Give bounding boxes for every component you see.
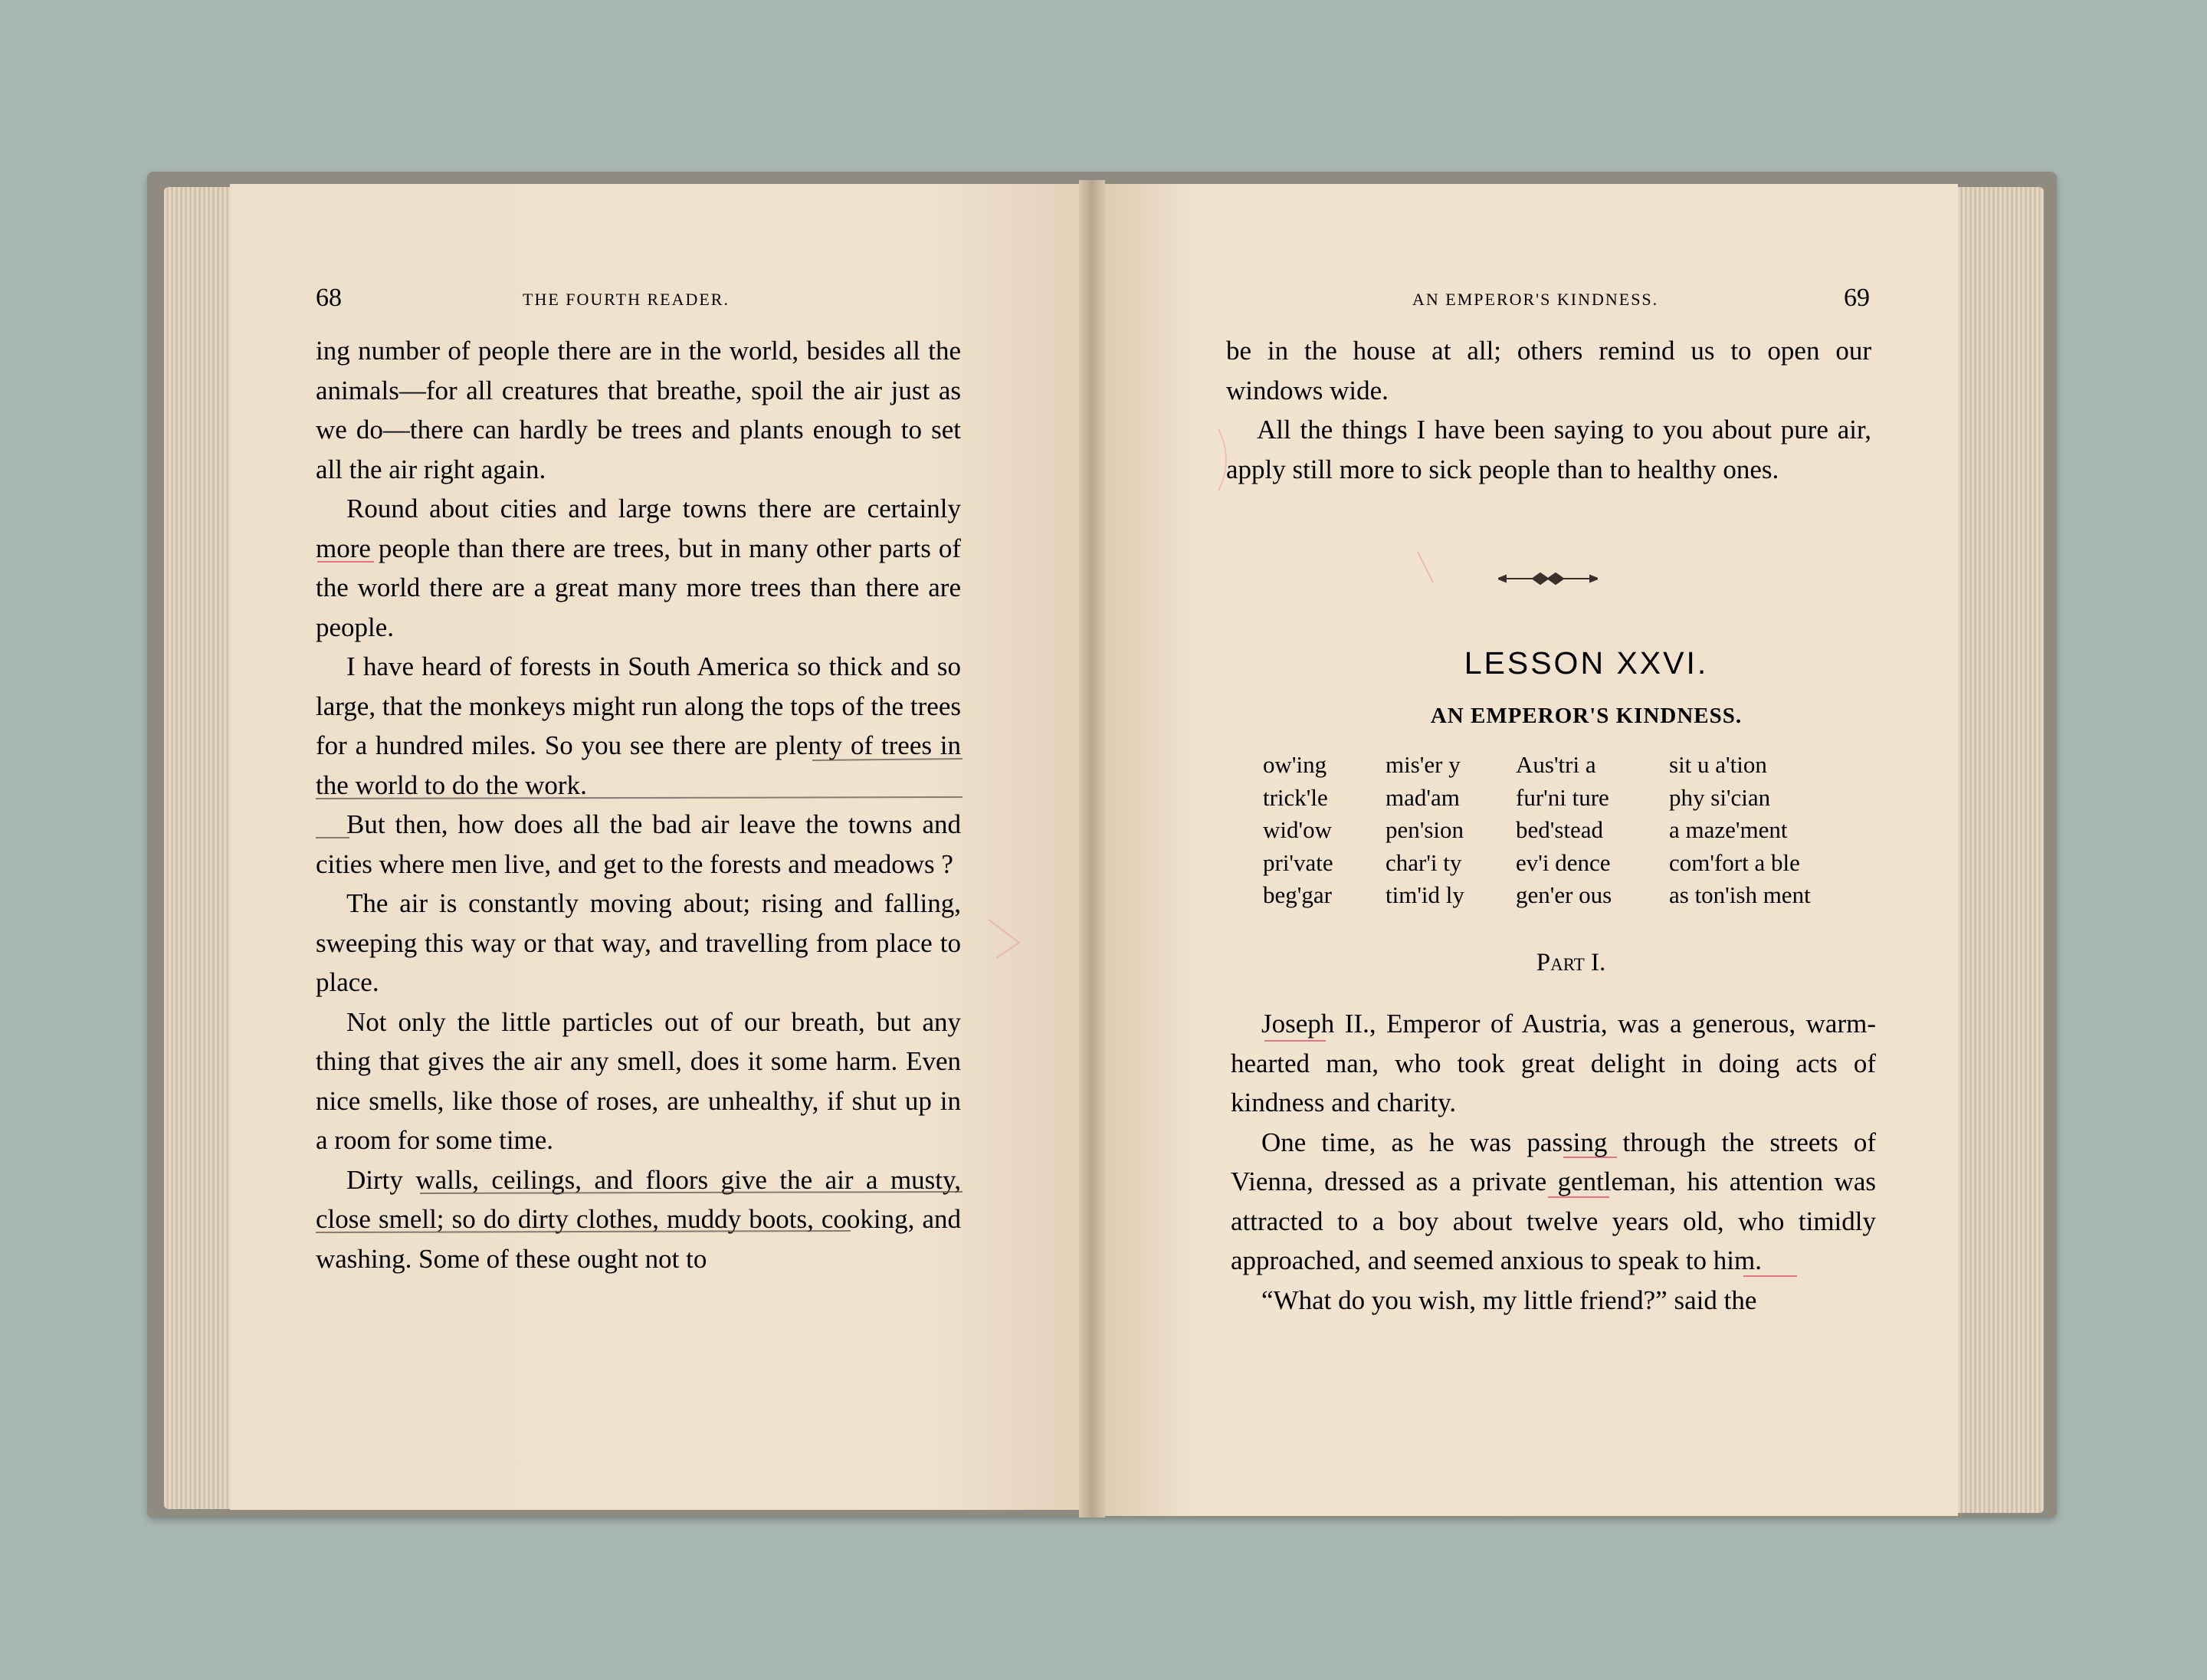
vocab-word: char'i ty (1386, 848, 1462, 876)
vocab-word: pen'sion (1386, 816, 1464, 843)
paragraph: I have heard of forests in South America so thick and so large, that the monkeys might run along the tops of the trees for a hundred miles. So you see there are plenty of trees in the world to do the work. (316, 651, 961, 800)
vocab-word: as ton'ish ment (1669, 881, 1811, 908)
paragraph: be in the house at all; others remind us to open our windows wide. (1226, 336, 1871, 405)
vocab-word: gen'er ous (1516, 881, 1612, 908)
vocab-word: ow'ing (1263, 751, 1327, 778)
ornament-divider (1498, 567, 1598, 590)
paragraph: The air is constantly moving about; rising and falling, sweeping this way or that way, and travelling from place to place. (316, 888, 961, 997)
right-page-number: 69 (1844, 284, 1870, 312)
lesson-subtitle: AN EMPEROR'S KINDNESS. (1430, 704, 1743, 728)
vocab-word: bed'stead (1516, 816, 1604, 843)
paragraph: One time, as he was passing through the streets of Vienna, dressed as a private gentleman, his attention was attracted to a boy about twelve years old, who timidly approached, and seemed anxious to speak to him. (1231, 1127, 1876, 1275)
paragraph: “What do you wish, my little friend?” said the (1261, 1285, 1757, 1315)
vocab-word: Aus'tri a (1516, 751, 1596, 778)
vocab-word: a maze'ment (1669, 816, 1788, 843)
left-page-number: 68 (316, 284, 342, 312)
paragraph: Dirty walls, ceilings, and floors give the air a musty, close smell; so do dirty clothes, muddy boots, cooking, and washing. Some of these ought not to (316, 1164, 961, 1274)
right-page-top-text (1226, 331, 1871, 489)
vocab-word: mad'am (1386, 783, 1460, 811)
vocab-word: pri'vate (1263, 848, 1333, 876)
vocab-word: tim'id ly (1386, 881, 1464, 908)
right-running-head: AN EMPEROR'S KINDNESS. (1412, 290, 1659, 309)
vocab-word: phy si'cian (1669, 783, 1771, 811)
right-page-bottom-text (1231, 1004, 1876, 1320)
paragraph: But then, how does all the bad air leave the towns and cities where men live, and get to the forests and meadows ? (316, 809, 961, 879)
vocabulary-list (1263, 751, 1853, 910)
vocab-word: ev'i dence (1516, 848, 1611, 876)
part-heading: Part I. (1536, 949, 1606, 976)
vocab-word: com'fort a ble (1669, 848, 1800, 876)
left-running-head: THE FOURTH READER. (523, 290, 730, 309)
vocab-word: mis'er y (1386, 751, 1461, 778)
paragraph: Not only the little particles out of our breath, but any thing that gives the air any smell, does it some harm. Even nice smells, like those of roses, are unhealthy, if shut up in a room for some time. (316, 1006, 961, 1155)
paragraph: ing number of people there are in the world, besides all the animals—for all creatures that breathe, spoil the air just as we do—there can hardly be trees and plants enough to set all the air right again. (316, 336, 961, 484)
vocab-word: wid'ow (1263, 816, 1332, 843)
lesson-title: LESSON XXVI. (1464, 645, 1709, 681)
vocab-word: trick'le (1263, 783, 1328, 811)
vocab-word: sit u a'tion (1669, 751, 1767, 778)
paragraph: Round about cities and large towns there are certainly more people than there are trees, but in many other parts of the world there are a great many more trees than there are people. (316, 494, 961, 642)
vocab-word: fur'ni ture (1516, 783, 1609, 811)
paragraph: Joseph II., Emperor of Austria, was a generous, warm-hearted man, who took great delight in doing acts of kindness and charity. (1231, 1009, 1876, 1117)
vocab-word: beg'gar (1263, 881, 1332, 908)
paragraph: All the things I have been saying to you about pure air, apply still more to sick people than to healthy ones. (1226, 415, 1871, 484)
